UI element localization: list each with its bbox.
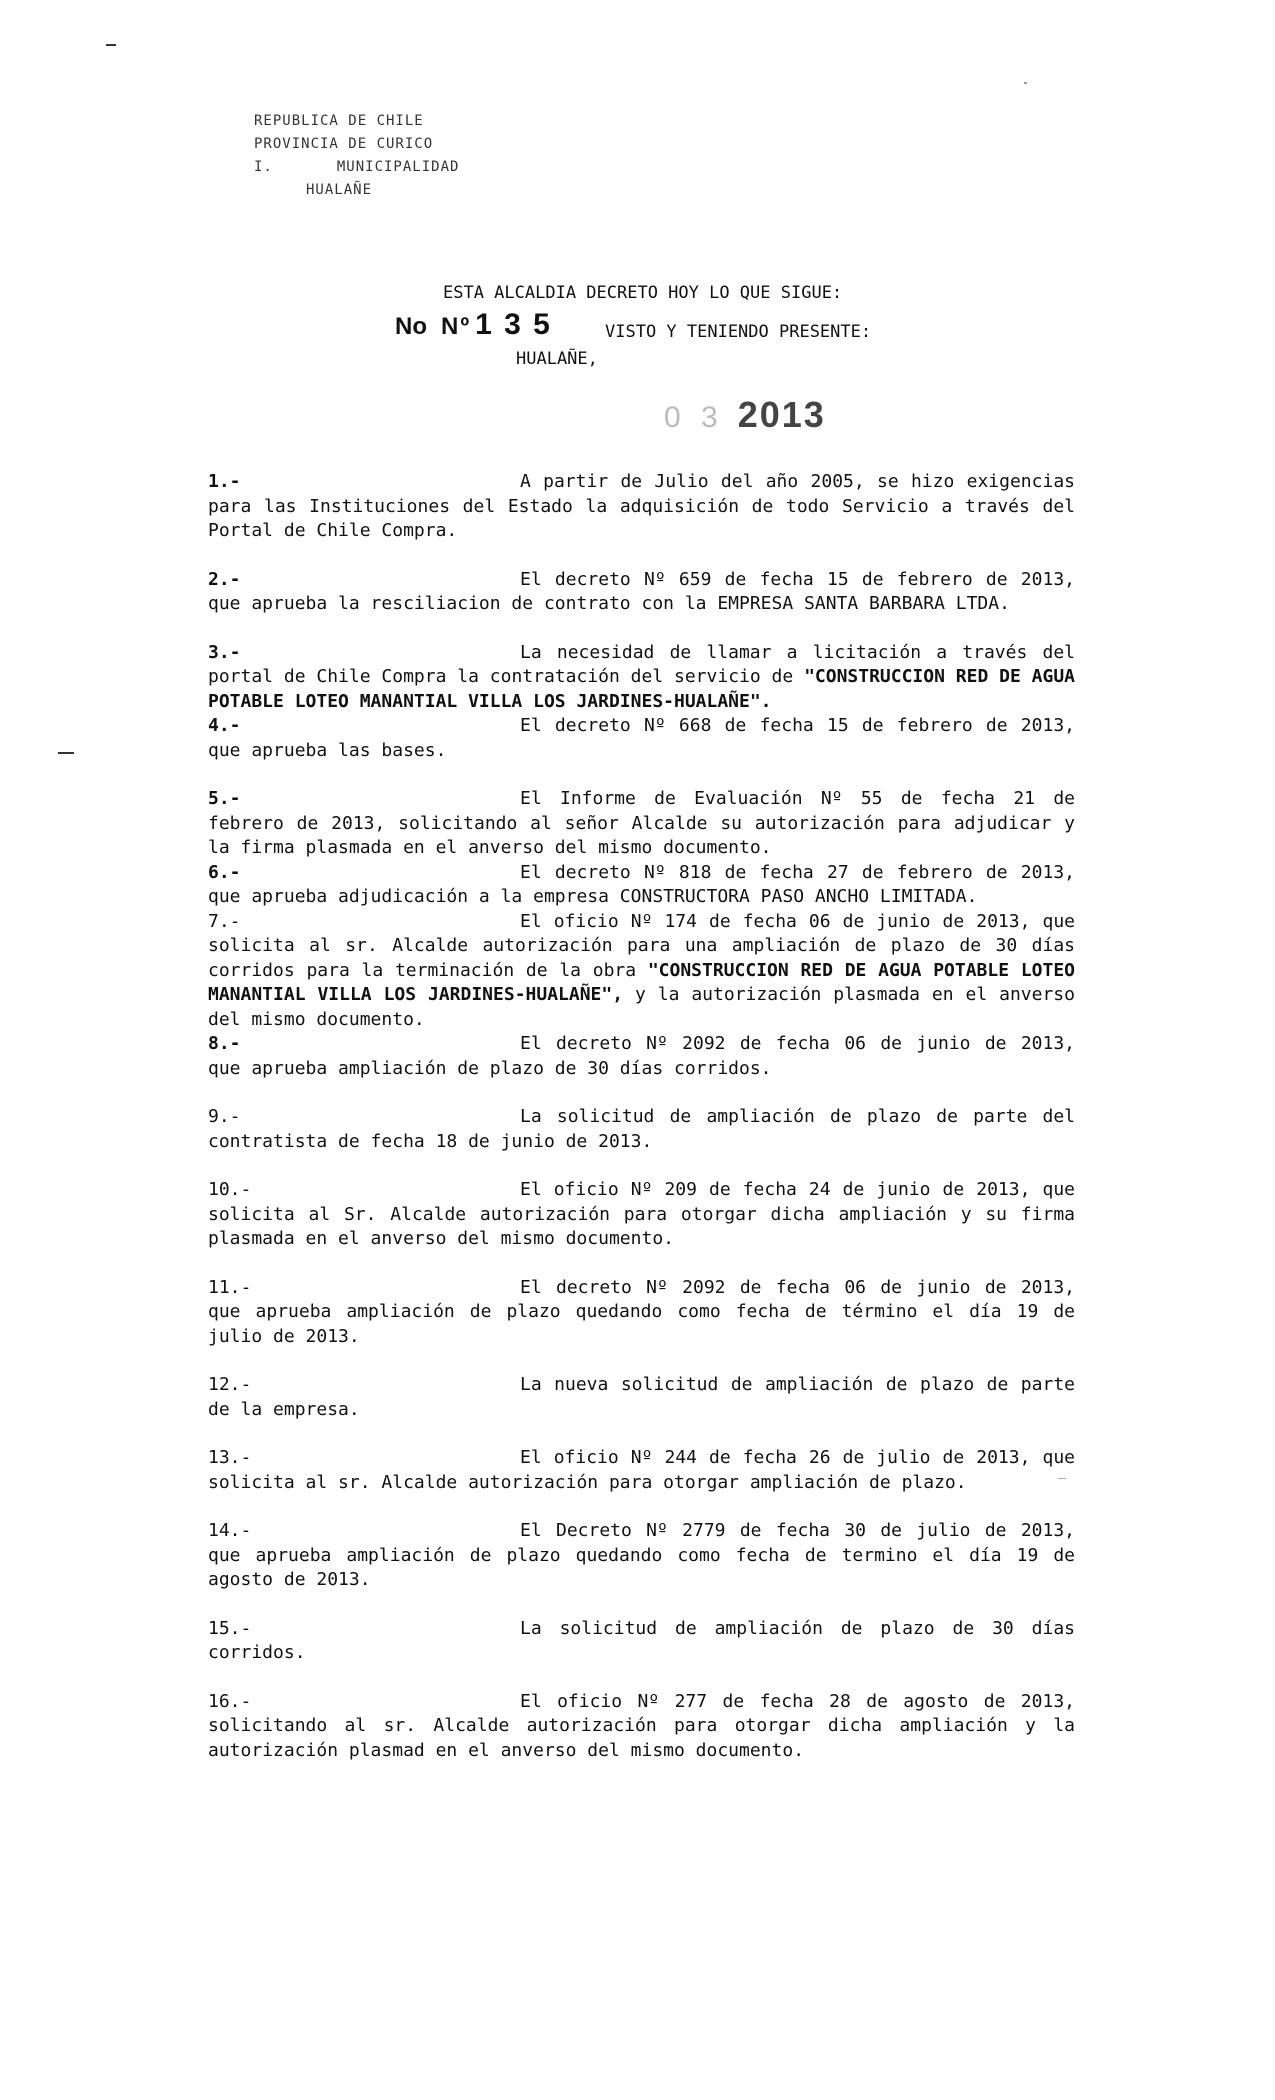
item-text: El oficio Nº 209 de fecha 24 de junio de 2013, que solicita al Sr. Alcalde autorización para otorgar dicha ampliación y su firma plasmada en el anverso del mismo documento. [208, 1179, 1075, 1249]
item-number: 6.- [208, 861, 241, 883]
item-text: El decreto Nº 818 de fecha 27 de febrero de 2013, que aprueba adjudicación a la empresa CONSTRUCTORA PASO ANCHO LIMITADA. [208, 861, 1075, 907]
item-number: 5.- [208, 788, 241, 809]
list-item [208, 1690, 1075, 1764]
list-item [208, 910, 1075, 1033]
item-number: 3.- [208, 641, 241, 663]
item-number: 16.- [208, 1690, 252, 1712]
date-stamp-faded: 0 3 [664, 401, 724, 434]
list-item [208, 1519, 1075, 1593]
place-line: HUALAÑE, [516, 349, 598, 369]
decree-number-symbol: Nº [441, 313, 472, 340]
list-item [208, 1617, 1075, 1666]
list-item [208, 1178, 1075, 1252]
item-bold-text: "CONSTRUCCION RED DE AGUA POTABLE LOTEO MANANTIAL VILLA LOS JARDINES-HUALAÑE", [208, 959, 1075, 1005]
item-text: El Decreto Nº 2779 de fecha 30 de julio de 2013, que aprueba ampliación de plazo quedando como fecha de termino el día 19 de agosto de 2013. [208, 1520, 1075, 1590]
date-stamp-year: 2013 [737, 394, 826, 435]
item-number: 1.- [208, 471, 241, 492]
decree-number [395, 308, 552, 342]
decree-number-value: 1 3 5 [475, 308, 552, 341]
item-text: El oficio Nº 174 de fecha 06 de junio de 2013, que solicita al sr. Alcalde autorización para una ampliación de plazo de 30 días corridos para la terminación de la obra [208, 910, 1075, 981]
item-text: El decreto Nº 659 de fecha 15 de febrero de 2013, que aprueba la resciliacion de contrato con la EMPRESA SANTA BARBARA LTDA. [208, 568, 1075, 614]
item-text: El oficio Nº 244 de fecha 26 de julio de 2013, que solicita al sr. Alcalde autorización para otorgar ampliación de plazo. [208, 1447, 1075, 1493]
scan-mark [106, 44, 116, 46]
item-text: La solicitud de ampliación de plazo de parte del contratista de fecha 18 de junio de 2013. [208, 1106, 1075, 1152]
list-item [208, 1032, 1075, 1081]
list-item [208, 641, 1075, 715]
decree-heading: ESTA ALCALDIA DECRETO HOY LO QUE SIGUE: [443, 283, 843, 303]
item-number: 2.- [208, 568, 241, 590]
date-stamp [664, 394, 826, 436]
item-number: 15.- [208, 1617, 252, 1639]
item-bold-text: "CONSTRUCCION RED DE AGUA POTABLE LOTEO MANANTIAL VILLA LOS JARDINES-HUALAÑE". [208, 666, 1075, 712]
list-item [208, 1105, 1075, 1154]
letterhead-prefix: I. [254, 159, 273, 175]
item-text: El decreto Nº 668 de fecha 15 de febrero de 2013, que aprueba las bases. [208, 715, 1075, 761]
list-item [208, 714, 1075, 763]
list-item [208, 787, 1075, 861]
list-item [208, 1276, 1075, 1350]
item-number: 4.- [208, 715, 241, 736]
item-number: 12.- [208, 1374, 252, 1395]
letterhead-municipality: MUNICIPALIDAD [336, 159, 460, 175]
item-number: 13.- [208, 1447, 252, 1468]
letterhead-line-1: REPUBLICA DE CHILE [254, 113, 424, 129]
decree-number-prefix: No [395, 313, 427, 340]
item-number: 8.- [208, 1033, 241, 1054]
item-number: 9.- [208, 1106, 241, 1127]
letterhead-line-3 [254, 156, 459, 179]
item-text: El decreto Nº 2092 de fecha 06 de junio de 2013, que aprueba ampliación de plazo de 30 días corridos. [208, 1033, 1075, 1079]
item-number: 11.- [208, 1276, 252, 1298]
item-number: 7.- [208, 910, 241, 932]
item-text-after: y la autorización plasmada en el anverso del mismo documento. [208, 984, 1075, 1030]
letterhead [254, 110, 459, 202]
visto-line: VISTO Y TENIENDO PRESENTE: [605, 322, 872, 342]
item-number: 14.- [208, 1520, 252, 1541]
list-item [208, 861, 1075, 910]
item-text: La nueva solicitud de ampliación de plazo de parte de la empresa. [208, 1374, 1075, 1420]
item-text: El Informe de Evaluación Nº 55 de fecha 21 de febrero de 2013, solicitando al señor Alcalde su autorización para adjudicar y la firma plasmada en el anverso del mismo documento. [208, 788, 1075, 858]
item-text: La necesidad de llamar a licitación a través del portal de Chile Compra la contratación del servicio de [208, 641, 1075, 687]
scan-mark [1024, 82, 1027, 84]
letterhead-line-4: HUALAÑE [306, 182, 373, 198]
considerations-list [208, 470, 1075, 1763]
list-item [208, 470, 1075, 544]
scan-mark [58, 752, 74, 754]
list-item [208, 1446, 1075, 1495]
list-item [208, 1373, 1075, 1422]
item-text: El oficio Nº 277 de fecha 28 de agosto de 2013, solicitando al sr. Alcalde autorización para otorgar dicha ampliación y la autorización plasmad en el anverso del mismo documento. [208, 1690, 1075, 1761]
item-text: La solicitud de ampliación de plazo de 30 días corridos. [208, 1617, 1075, 1663]
item-text: A partir de Julio del año 2005, se hizo exigencias para las Instituciones del Estado la adquisición de todo Servicio a través del Portal de Chile Compra. [208, 471, 1075, 541]
letterhead-line-2: PROVINCIA DE CURICO [254, 136, 434, 152]
list-item [208, 568, 1075, 617]
item-number: 10.- [208, 1179, 252, 1200]
item-text: El decreto Nº 2092 de fecha 06 de junio de 2013, que aprueba ampliación de plazo quedando como fecha de término el día 19 de julio de 2013. [208, 1276, 1075, 1347]
